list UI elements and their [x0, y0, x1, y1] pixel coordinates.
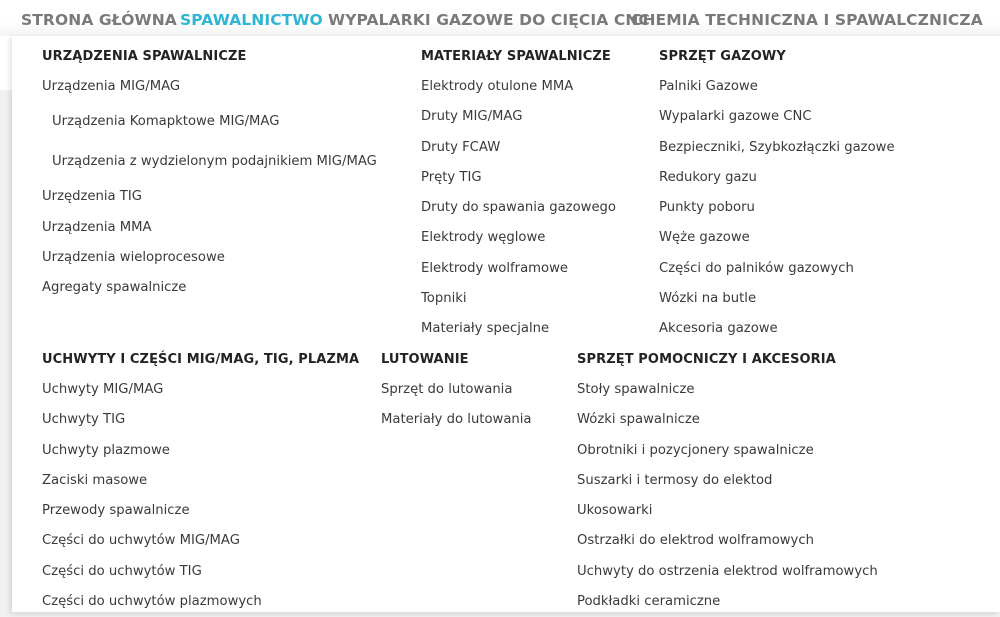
menu-link[interactable]: Elektrody węglowe [421, 230, 546, 246]
menu-link[interactable]: Punkty poboru [659, 200, 755, 216]
menu-link[interactable]: Części do uchwytów MIG/MAG [42, 533, 240, 549]
menu-link[interactable]: Druty FCAW [421, 139, 501, 155]
menu-heading-lutowanie[interactable]: LUTOWANIE [381, 352, 469, 367]
menu-link[interactable]: Zaciski masowe [42, 472, 148, 488]
menu-column-lutowanie [381, 345, 532, 436]
menu-link[interactable]: Pręty TIG [421, 169, 482, 185]
mega-menu-dropdown [12, 36, 1000, 612]
menu-column-sprzet-gazowy [659, 42, 895, 345]
nav-item-spawalnictwo[interactable]: SPAWALNICTWO [180, 11, 323, 29]
menu-link[interactable]: Części do palników gazowych [659, 260, 854, 276]
menu-heading-materialy[interactable]: MATERIAŁY SPAWALNICZE [421, 49, 611, 64]
menu-link[interactable]: Topniki [421, 291, 467, 307]
menu-link[interactable]: Uchwyty plazmowe [42, 442, 170, 458]
menu-link[interactable]: Elektrody wolframowe [421, 260, 568, 276]
menu-link[interactable]: Redukory gazu [659, 169, 757, 185]
menu-column-uchwyty [42, 345, 359, 617]
menu-link[interactable]: Urządzenia wieloprocesowe [42, 249, 225, 265]
menu-link[interactable]: Węże gazowe [659, 230, 750, 246]
menu-link[interactable]: Uchwyty MIG/MAG [42, 382, 164, 397]
menu-link[interactable]: Wypalarki gazowe CNC [659, 109, 812, 125]
menu-link[interactable]: Wózki spawalnicze [577, 412, 700, 428]
menu-link[interactable]: Urządzenia MMA [42, 219, 152, 235]
menu-heading-sprzet-gazowy[interactable]: SPRZĘT GAZOWY [659, 49, 786, 64]
menu-link[interactable]: Części do uchwytów TIG [42, 563, 202, 579]
menu-link[interactable]: Materiały do lutowania [381, 412, 532, 428]
menu-link[interactable]: Ostrzałki do elektrod wolframowych [577, 533, 814, 549]
nav-item-strona-glowna[interactable]: STRONA GŁÓWNA [21, 11, 177, 29]
main-navigation [0, 0, 1000, 36]
menu-link[interactable]: Obrotniki i pozycjonery spawalnicze [577, 442, 814, 458]
menu-column-urzadzenia [42, 42, 377, 303]
menu-link[interactable]: Druty MIG/MAG [421, 109, 523, 125]
menu-link[interactable]: Części do uchwytów plazmowych [42, 594, 262, 610]
menu-sublink[interactable]: Urządzenia Komapktowe MIG/MAG [52, 114, 280, 130]
menu-link[interactable]: Stoły spawalnicze [577, 382, 695, 397]
menu-link[interactable]: Elektrody otulone MMA [421, 79, 574, 94]
menu-link[interactable]: Podkładki ceramiczne [577, 594, 721, 610]
menu-link[interactable]: Uchwyty TIG [42, 412, 126, 428]
menu-link[interactable]: Wózki na butle [659, 291, 757, 307]
menu-link[interactable]: Druty do spawania gazowego [421, 200, 616, 216]
menu-link[interactable]: Uchwyty do ostrzenia elektrod wolframowych [577, 563, 878, 579]
menu-link[interactable]: Agregaty spawalnicze [42, 280, 187, 296]
menu-link[interactable]: Urządzenia MIG/MAG [42, 79, 181, 94]
menu-link[interactable]: Materiały specjalne [421, 321, 550, 337]
menu-heading-pomocniczy[interactable]: SPRZĘT POMOCNICZY I AKCESORIA [577, 352, 836, 367]
nav-item-chemia[interactable]: CHEMIA TECHNICZNA I SPAWALCZNICZA [631, 11, 983, 29]
menu-link[interactable]: Palniki Gazowe [659, 79, 758, 94]
menu-heading-uchwyty[interactable]: UCHWYTY I CZĘŚCI MIG/MAG, TIG, PLAZMA [42, 352, 360, 367]
menu-sublink[interactable]: Urządzenia z wydzielonym podajnikiem MIG/MAG [52, 154, 377, 170]
menu-link[interactable]: Urzędzenia TIG [42, 189, 142, 205]
menu-column-materialy [421, 42, 616, 345]
nav-item-wypalarki[interactable]: WYPALARKI GAZOWE DO CIĘCIA CNC [328, 11, 650, 29]
menu-link[interactable]: Sprzęt do lutowania [381, 382, 513, 397]
menu-link[interactable]: Akcesoria gazowe [659, 321, 778, 337]
menu-link[interactable]: Bezpieczniki, Szybkozłączki gazowe [659, 139, 895, 155]
menu-column-pomocniczy [577, 345, 878, 617]
menu-link[interactable]: Suszarki i termosy do elektod [577, 472, 773, 488]
menu-link[interactable]: Przewody spawalnicze [42, 503, 190, 519]
menu-heading-urzadzenia[interactable]: URZĄDZENIA SPAWALNICZE [42, 49, 247, 64]
menu-link[interactable]: Ukosowarki [577, 503, 653, 519]
